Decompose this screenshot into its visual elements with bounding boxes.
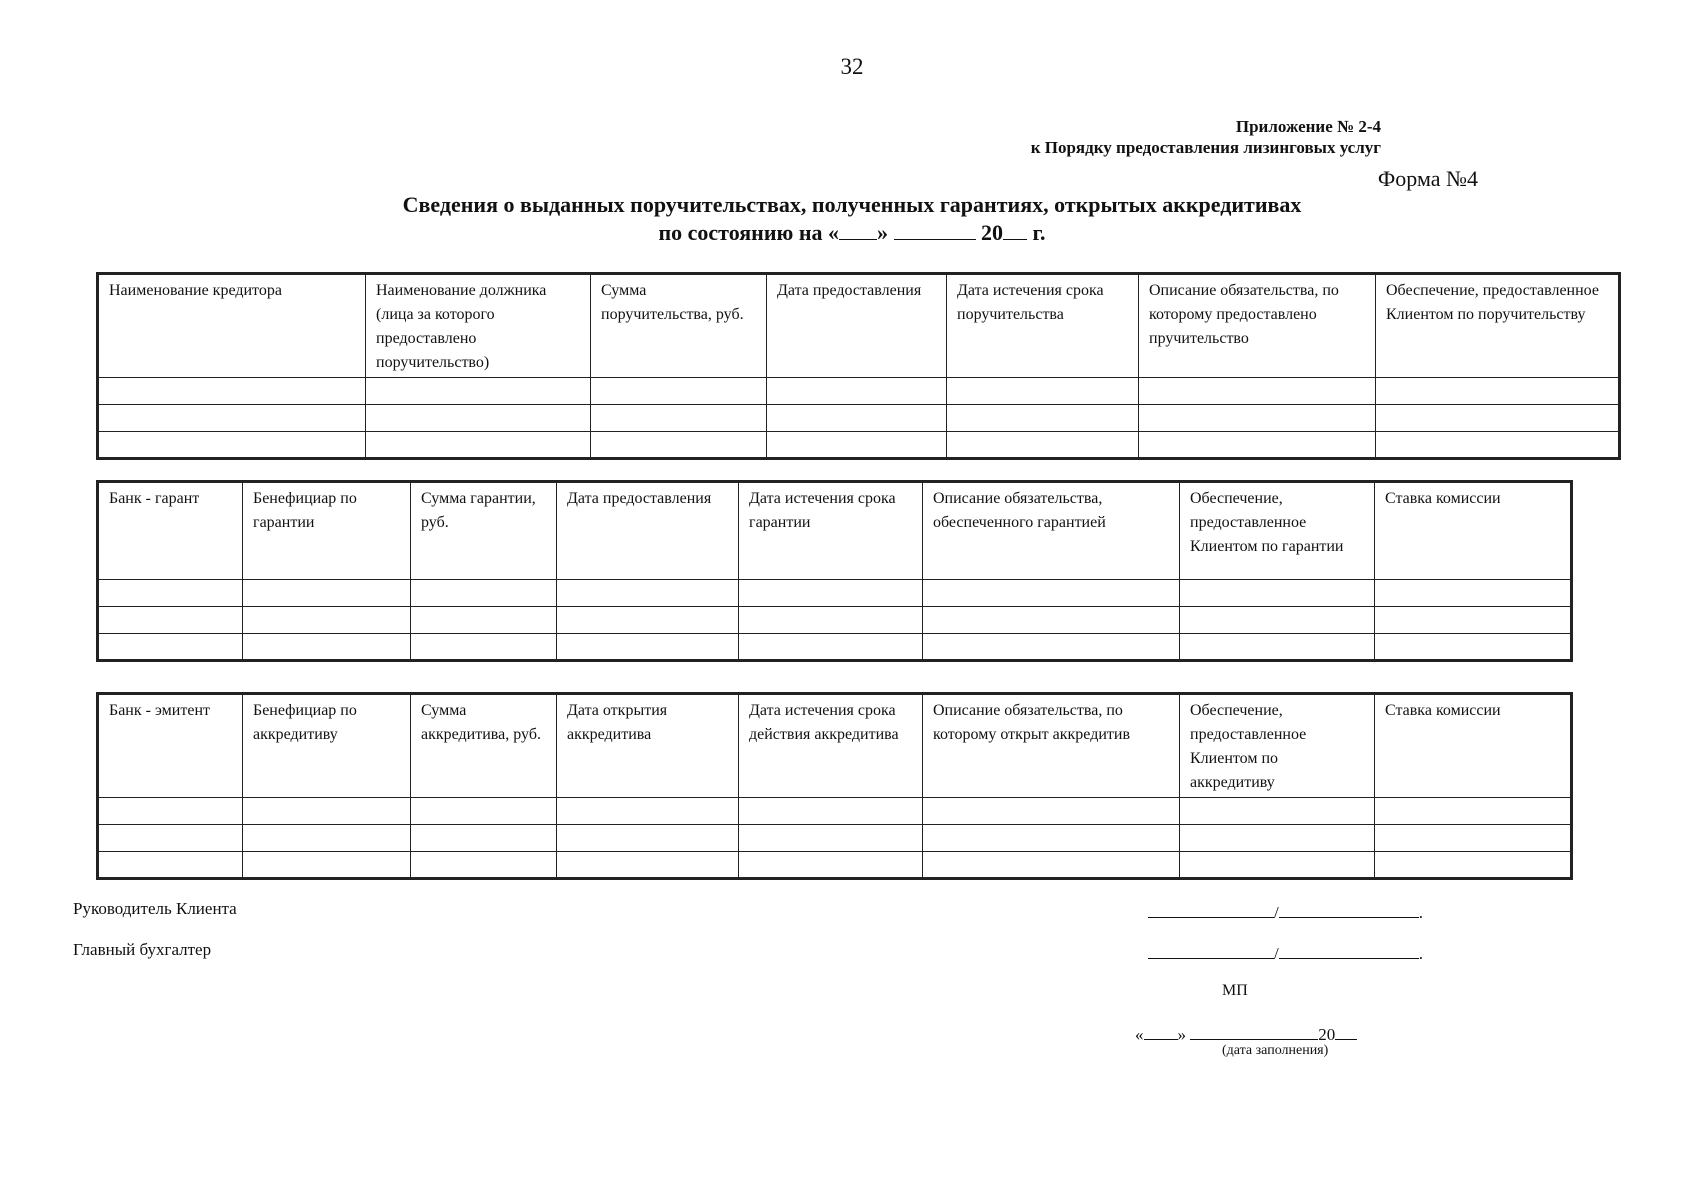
empty-cell[interactable] [739,580,923,607]
empty-cell[interactable] [1376,432,1620,459]
table-row [98,634,1572,661]
empty-cell[interactable] [1180,634,1375,661]
head-signature-line [1148,899,1423,923]
empty-cell[interactable] [1376,378,1620,405]
signature-end: . [1418,944,1423,963]
year-prefix: 20 [981,220,1004,245]
empty-cell[interactable] [557,634,739,661]
empty-cell[interactable] [767,378,947,405]
header-cell: Описание обязательства, обеспеченного гарантией [923,482,1180,580]
header-cell: Дата открытия аккредитива [557,694,739,798]
empty-cell[interactable] [98,825,243,852]
accountant-signature-line [1148,940,1423,964]
header-cell: Ставка комиссии [1375,482,1572,580]
fill-date-line [1135,1021,1357,1045]
header-cell: Дата истечения срока гарантии [739,482,923,580]
empty-cell[interactable] [1180,580,1375,607]
empty-cell[interactable] [1375,798,1572,825]
empty-cell[interactable] [366,405,591,432]
letters-of-credit-table [96,692,1573,880]
header-cell: Описание обязательства, по которому предоставлено пручительство [1139,274,1376,378]
empty-cell[interactable] [557,852,739,879]
empty-cell[interactable] [947,378,1139,405]
empty-cell[interactable] [767,432,947,459]
header-cell: Наименование должника (лица за которого предоставлено поручительство) [366,274,591,378]
form-number: Форма №4 [1377,166,1478,191]
empty-cell[interactable] [98,405,366,432]
empty-cell[interactable] [98,607,243,634]
head-name-blank[interactable] [1279,899,1419,918]
empty-cell[interactable] [557,825,739,852]
empty-cell[interactable] [1375,825,1572,852]
empty-cell[interactable] [411,825,557,852]
empty-cell[interactable] [1376,405,1620,432]
head-signature-label: Руководитель Клиента [73,899,237,918]
fill-year-blank[interactable] [1335,1021,1357,1040]
table-row [98,580,1572,607]
year-blank[interactable] [1003,221,1027,240]
empty-cell[interactable] [366,378,591,405]
empty-cell[interactable] [923,798,1180,825]
empty-cell[interactable] [1139,405,1376,432]
month-blank[interactable] [894,221,976,240]
header-cell: Сумма аккредитива, руб. [411,694,557,798]
header-cell: Обеспечение, предоставленное Клиентом по аккредитиву [1180,694,1375,798]
header-cell: Наименование кредитора [98,274,366,378]
header-cell: Обеспечение, предоставленное Клиентом по гарантии [1180,482,1375,580]
empty-cell[interactable] [947,405,1139,432]
empty-cell[interactable] [411,798,557,825]
header-cell: Бенефициар по гарантии [243,482,411,580]
empty-cell[interactable] [1375,607,1572,634]
header-cell: Дата предоставления [557,482,739,580]
signature-separator: / [1274,903,1279,922]
empty-cell[interactable] [923,634,1180,661]
empty-cell[interactable] [591,432,767,459]
accountant-signature-blank[interactable] [1148,940,1274,959]
fill-date-caption: (дата заполнения) [1222,1043,1329,1058]
table-row [98,825,1572,852]
empty-cell[interactable] [739,825,923,852]
header-cell: Дата истечения срока поручительства [947,274,1139,378]
empty-cell[interactable] [243,634,411,661]
stamp-place-label: МП [1222,982,1248,999]
empty-cell[interactable] [557,798,739,825]
fill-date-close-quote: » [1177,1025,1186,1044]
accountant-signature-label: Главный бухгалтер [73,940,212,959]
table-row [98,405,1620,432]
empty-cell[interactable] [98,634,243,661]
table-row [98,852,1572,879]
header-cell: Банк - гарант [98,482,243,580]
header-cell: Банк - эмитент [98,694,243,798]
empty-cell[interactable] [98,580,243,607]
empty-cell[interactable] [366,432,591,459]
suretyships-table [96,272,1621,460]
fill-day-blank[interactable] [1144,1021,1178,1040]
empty-cell[interactable] [1180,852,1375,879]
empty-cell[interactable] [1375,580,1572,607]
empty-cell[interactable] [243,825,411,852]
empty-cell[interactable] [739,852,923,879]
header-cell: Обеспечение, предоставленное Клиентом по поручительству [1376,274,1620,378]
table-header-row [98,482,1572,580]
appendix-header [1031,116,1381,158]
signature-separator: / [1274,944,1279,963]
empty-cell[interactable] [411,852,557,879]
empty-cell[interactable] [1139,432,1376,459]
title-line-1: Сведения о выданных поручительствах, полученных гарантиях, открытых аккредитивах [402,192,1302,217]
empty-cell[interactable] [1139,378,1376,405]
table-header-row [98,694,1572,798]
empty-cell[interactable] [591,405,767,432]
header-cell: Сумма гарантии, руб. [411,482,557,580]
empty-cell[interactable] [411,607,557,634]
appendix-reference: к Порядку предоставления лизинговых услуг [1030,138,1381,157]
empty-cell[interactable] [1180,825,1375,852]
page-number: 32 [840,54,864,79]
empty-cell[interactable] [557,607,739,634]
day-blank[interactable] [839,221,877,240]
table-row [98,432,1620,459]
empty-cell[interactable] [767,405,947,432]
empty-cell[interactable] [739,634,923,661]
empty-cell[interactable] [923,825,1180,852]
empty-cell[interactable] [98,378,366,405]
empty-cell[interactable] [243,607,411,634]
empty-cell[interactable] [1180,798,1375,825]
header-cell: Описание обязательства, по которому открыт аккредитив [923,694,1180,798]
header-cell: Бенефициар по аккредитиву [243,694,411,798]
empty-cell[interactable] [243,798,411,825]
empty-cell[interactable] [243,580,411,607]
document-title [0,191,1704,247]
head-signature-blank[interactable] [1148,899,1274,918]
empty-cell[interactable] [1180,607,1375,634]
header-cell: Ставка комиссии [1375,694,1572,798]
empty-cell[interactable] [557,580,739,607]
empty-cell[interactable] [923,580,1180,607]
empty-cell[interactable] [739,607,923,634]
date-prefix: по состоянию на « [658,220,840,245]
empty-cell[interactable] [98,798,243,825]
date-quote-close: » [877,220,889,245]
empty-cell[interactable] [923,607,1180,634]
year-suffix: г. [1032,220,1046,245]
fill-month-blank[interactable] [1190,1021,1318,1040]
header-cell: Сумма поручительства, руб. [591,274,767,378]
empty-cell[interactable] [739,798,923,825]
empty-cell[interactable] [923,852,1180,879]
signature-end: . [1418,903,1423,922]
empty-cell[interactable] [243,852,411,879]
empty-cell[interactable] [411,634,557,661]
header-cell: Дата предоставления [767,274,947,378]
empty-cell[interactable] [98,432,366,459]
empty-cell[interactable] [947,432,1139,459]
empty-cell[interactable] [98,852,243,879]
header-cell: Дата истечения срока действия аккредитива [739,694,923,798]
title-line-2 [0,219,1704,247]
empty-cell[interactable] [411,580,557,607]
empty-cell[interactable] [1375,852,1572,879]
accountant-name-blank[interactable] [1279,940,1419,959]
appendix-number: Приложение № 2-4 [1235,117,1381,136]
fill-year-prefix: 20 [1318,1025,1336,1044]
fill-date-open-quote: « [1135,1025,1144,1044]
table-row [98,607,1572,634]
table-header-row [98,274,1620,378]
table-row [98,798,1572,825]
empty-cell[interactable] [591,378,767,405]
table-row [98,378,1620,405]
empty-cell[interactable] [1375,634,1572,661]
guarantees-table [96,480,1573,662]
